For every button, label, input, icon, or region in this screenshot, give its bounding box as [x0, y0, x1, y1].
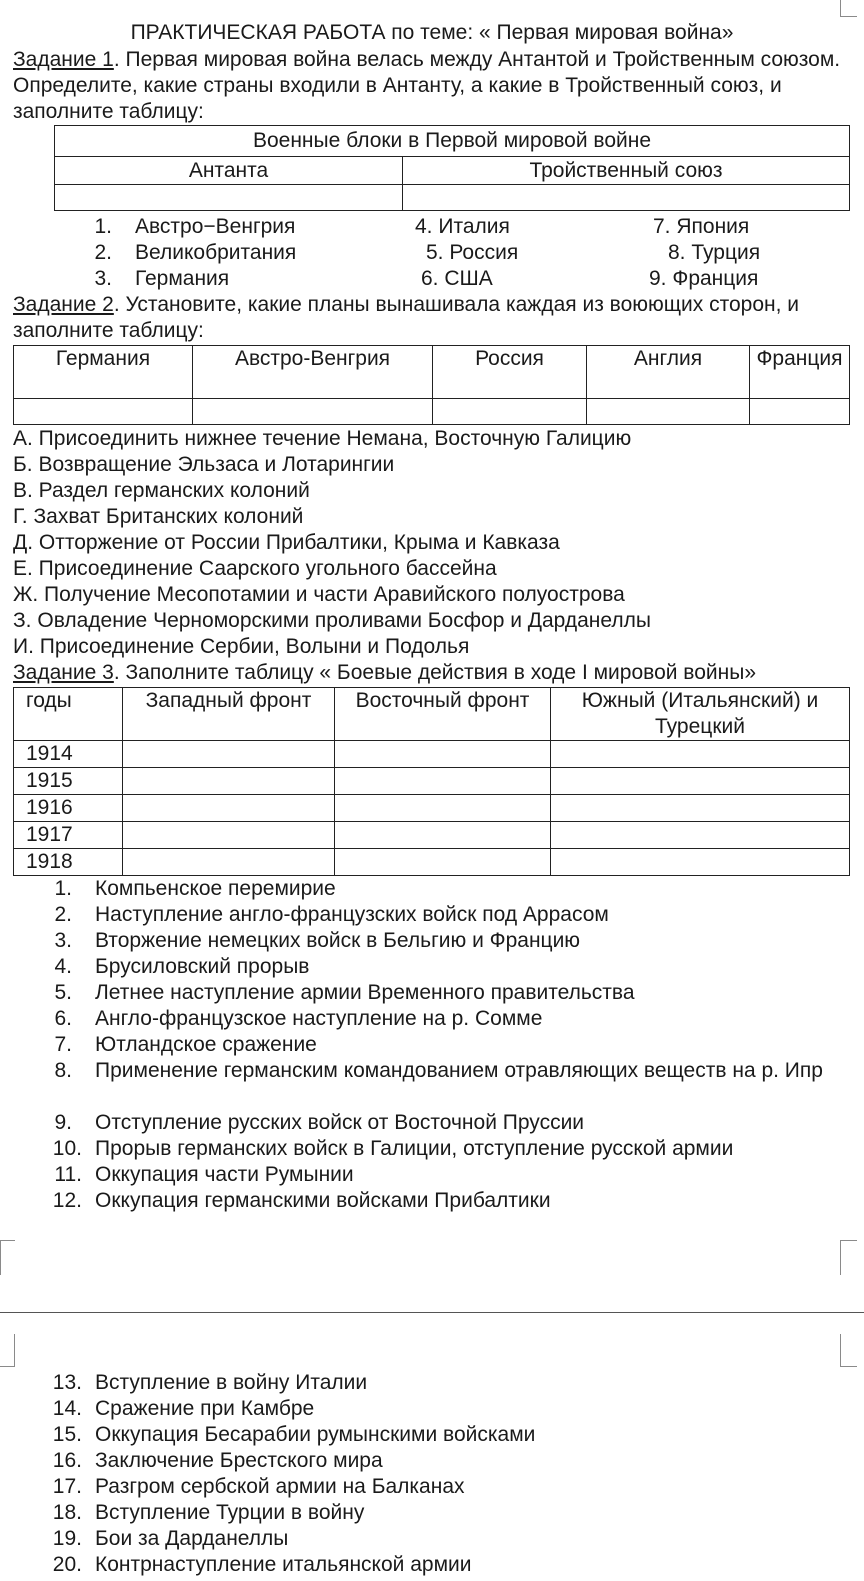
- country-name: Германия: [135, 267, 230, 290]
- country-name: 9. Франция: [649, 267, 759, 290]
- country-name: Великобритания: [135, 241, 297, 264]
- event-text: Летнее наступление армии Временного правительства: [95, 981, 635, 1004]
- answer-cell-entente[interactable]: [55, 185, 403, 211]
- event-text: Оккупация Бесарабии румынскими войсками: [95, 1423, 536, 1446]
- answer-cell[interactable]: [123, 795, 335, 822]
- event-text: Ютландское сражение: [95, 1033, 317, 1056]
- event-text: Применение германским командованием отравляющих веществ на р. Ипр: [95, 1059, 823, 1082]
- item-number: 16.: [52, 1449, 82, 1472]
- page-break-line: [0, 1312, 864, 1313]
- year-cell: 1917: [14, 822, 123, 849]
- task1-label: Задание 1: [13, 48, 114, 71]
- list-item: [0, 1136, 864, 1162]
- list-item: [0, 1422, 864, 1448]
- answer-cell[interactable]: [335, 822, 551, 849]
- event-text: Отступление русских войск от Восточной Пруссии: [95, 1111, 585, 1134]
- list-item: [0, 1526, 864, 1552]
- military-blocs-table: [54, 125, 850, 211]
- list-item: [0, 954, 864, 980]
- col-triple-alliance: Тройственный союз: [403, 157, 850, 185]
- corner-mark: [0, 1240, 15, 1275]
- event-text: Прорыв германских войск в Галиции, отступление русской армии: [95, 1137, 734, 1160]
- item-number: 1.: [54, 877, 72, 900]
- list-item: [0, 1370, 864, 1396]
- item-number: 2.: [54, 903, 72, 926]
- table-title: Военные блоки в Первой мировой войне: [55, 126, 850, 157]
- event-text: Бои за Дарданеллы: [95, 1527, 289, 1550]
- list-item: Б. Возвращение Эльзаса и Лотарингии: [13, 453, 395, 476]
- task1-text: . Первая мировая война велась между Антантой и Тройственным союзом. Определите, какие страны входили в Антанту, а какие в Тройственный союз, и заполните таблицу:: [13, 48, 841, 123]
- list-item: [0, 1396, 864, 1422]
- event-text: Оккупация германскими войсками Прибалтики: [95, 1189, 551, 1212]
- item-number: 15.: [52, 1423, 82, 1446]
- event-text: Вступление в войну Италии: [95, 1371, 368, 1394]
- year-cell: 1915: [14, 768, 123, 795]
- header-germany: Германия: [14, 346, 193, 399]
- list-item: И. Присоединение Сербии, Волыни и Подолья: [13, 635, 470, 658]
- list-item: [0, 1448, 864, 1474]
- country-name: 8. Турция: [668, 241, 761, 264]
- list-item: З. Овладение Черноморскими проливами Босфор и Дарданеллы: [13, 609, 651, 632]
- item-number: 17.: [52, 1475, 82, 1498]
- page-title: ПРАКТИЧЕСКАЯ РАБОТА по теме: « Первая мировая война»: [130, 21, 734, 44]
- event-text: Оккупация части Румынии: [95, 1163, 354, 1186]
- item-number: 12.: [52, 1189, 82, 1212]
- country-name: 5. Россия: [426, 241, 519, 264]
- answer-cell[interactable]: [123, 768, 335, 795]
- event-text: Наступление англо-французских войск под Аррасом: [95, 903, 609, 926]
- task2-text: . Установите, какие планы вынашивала каждая из воюющих сторон, и заполните таблицу:: [13, 293, 800, 342]
- events-list-continued: [0, 1370, 864, 1578]
- item-number: 19.: [52, 1527, 82, 1550]
- answer-cell[interactable]: [551, 741, 850, 768]
- event-text: Заключение Брестского мира: [95, 1449, 383, 1472]
- event-text: Англо-французское наступление на р. Сомме: [95, 1007, 543, 1030]
- list-item: А. Присоединить нижнее течение Немана, Восточную Галицию: [13, 427, 632, 450]
- event-text: Контрнаступление итальянской армии: [95, 1553, 472, 1576]
- list-item: Ж. Получение Месопотамии и части Аравийского полуострова: [13, 583, 625, 606]
- item-number: 1.: [94, 215, 112, 238]
- item-number: 7.: [54, 1033, 72, 1056]
- list-item: [0, 876, 864, 902]
- header-western-front: Западный фронт: [123, 688, 335, 741]
- task3-label: Задание 3: [13, 661, 114, 684]
- corner-mark: [840, 0, 857, 17]
- war-plans-table: [13, 345, 850, 425]
- list-item: [0, 1032, 864, 1058]
- task1-instruction: [13, 47, 853, 125]
- events-list: [0, 876, 864, 1214]
- item-number: 9.: [54, 1111, 72, 1134]
- list-item: [0, 1552, 864, 1578]
- country-name: 6. США: [421, 267, 493, 290]
- task2-label: Задание 2: [13, 293, 114, 316]
- list-item: [0, 1188, 864, 1214]
- list-item: [0, 266, 864, 292]
- item-number: 18.: [52, 1501, 82, 1524]
- header-eastern-front: Восточный фронт: [335, 688, 551, 741]
- header-england: Англия: [587, 346, 750, 399]
- task2-instruction: [13, 292, 853, 344]
- header-russia: Россия: [433, 346, 587, 399]
- countries-list: [0, 214, 864, 292]
- item-number: 3.: [54, 929, 72, 952]
- event-text: Вступление Турции в войну: [95, 1501, 365, 1524]
- list-item: Е. Присоединение Саарского угольного бассейна: [13, 557, 497, 580]
- answer-cell[interactable]: [335, 849, 551, 876]
- item-number: 4.: [54, 955, 72, 978]
- item-number: 13.: [52, 1371, 82, 1394]
- answer-cell[interactable]: [587, 399, 750, 425]
- list-item: [0, 1006, 864, 1032]
- answer-cell[interactable]: [433, 399, 587, 425]
- task3-text: . Заполните таблицу « Боевые действия в ходе I мировой войны»: [113, 661, 757, 684]
- year-cell: 1916: [14, 795, 123, 822]
- answer-cell[interactable]: [123, 849, 335, 876]
- list-item: [0, 902, 864, 928]
- war-plans-options: [13, 426, 853, 660]
- answer-cell[interactable]: [193, 399, 433, 425]
- answer-cell[interactable]: [335, 741, 551, 768]
- item-number: 11.: [54, 1163, 82, 1186]
- event-text: Брусиловский прорыв: [95, 955, 310, 978]
- corner-mark: [840, 1334, 857, 1367]
- country-name: 4. Италия: [415, 215, 510, 238]
- task3-instruction: [13, 660, 853, 686]
- answer-cell[interactable]: [14, 399, 193, 425]
- item-number: 5.: [54, 981, 72, 1004]
- event-text: Вторжение немецких войск в Бельгию и Францию: [95, 929, 581, 952]
- list-item: [0, 1500, 864, 1526]
- answer-cell[interactable]: [551, 768, 850, 795]
- battles-table: [13, 687, 850, 876]
- list-item: [0, 1058, 864, 1110]
- item-number: 6.: [54, 1007, 72, 1030]
- item-number: 8.: [54, 1059, 72, 1082]
- list-item: [0, 1474, 864, 1500]
- answer-cell[interactable]: [750, 399, 850, 425]
- answer-cell[interactable]: [551, 795, 850, 822]
- col-entente: Антанта: [55, 157, 403, 185]
- year-cell: 1918: [14, 849, 123, 876]
- item-number: 14.: [52, 1397, 82, 1420]
- list-item: Д. Отторжение от России Прибалтики, Крыма и Кавказа: [13, 531, 560, 554]
- list-item: [0, 214, 864, 240]
- list-item: [0, 1110, 864, 1136]
- list-item: [0, 928, 864, 954]
- answer-cell[interactable]: [123, 741, 335, 768]
- list-item: Г. Захват Британских колоний: [13, 505, 304, 528]
- year-cell: 1914: [14, 741, 123, 768]
- country-name: 7. Япония: [653, 215, 750, 238]
- header-years: годы: [14, 688, 123, 741]
- list-item: [0, 240, 864, 266]
- answer-cell[interactable]: [335, 795, 551, 822]
- item-number: 2.: [94, 241, 112, 264]
- corner-mark: [0, 1334, 15, 1367]
- item-number: 20.: [52, 1553, 82, 1576]
- event-text: Разгром сербской армии на Балканах: [95, 1475, 465, 1498]
- header-austria-hungary: Австро-Венгрия: [193, 346, 433, 399]
- corner-mark: [840, 1240, 857, 1275]
- answer-cell-triple-alliance[interactable]: [403, 185, 850, 211]
- answer-cell[interactable]: [551, 849, 850, 876]
- list-item: [0, 1162, 864, 1188]
- event-text: Сражение при Камбре: [95, 1397, 315, 1420]
- header-france: Франция: [750, 346, 850, 399]
- country-name: Австро−Венгрия: [135, 215, 296, 238]
- header-southern-front: Южный (Итальянский) и Турецкий: [551, 688, 850, 741]
- list-item: В. Раздел германских колоний: [13, 479, 310, 502]
- event-text: Компьенское перемирие: [95, 877, 336, 900]
- item-number: 10.: [52, 1137, 82, 1160]
- answer-cell[interactable]: [551, 822, 850, 849]
- item-number: 3.: [94, 267, 112, 290]
- answer-cell[interactable]: [123, 822, 335, 849]
- answer-cell[interactable]: [335, 768, 551, 795]
- list-item: [0, 980, 864, 1006]
